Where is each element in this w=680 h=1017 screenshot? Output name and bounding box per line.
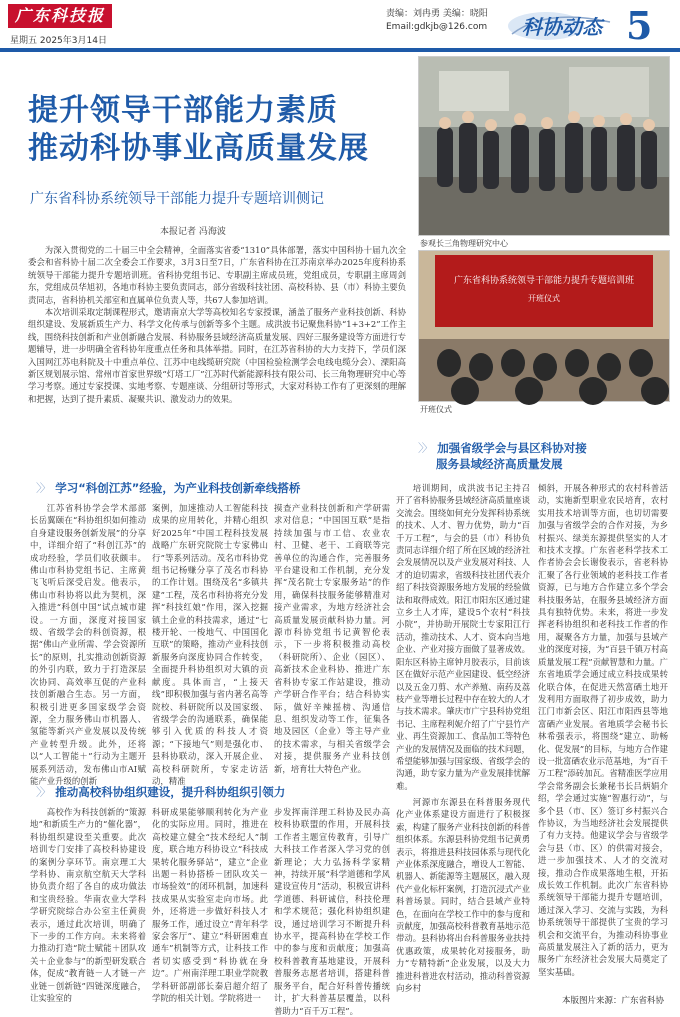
subheadline: 广东省科协系统领导干部能力提升专题培训侧记 [30, 191, 324, 207]
section-3-title: 推动高校科协组织建设，提升科协组织引领力 [55, 785, 286, 799]
section-1-text-2: 案例，加速推动人工智能科技成果的应用转化，并精心组织好2025年“中国工程科技发展战略广东研究院院士专家佛山行”等系列活动。茂名市科协党组书记杨赚分享了茂名市科协的工作计划。围绕茂名“多镇共建”工程，茂名市科协将充分发挥“科技红娘”作用，深入挖掘镇土企业的科技需求，通过“七楼开轮、一梭地气、中国国化互联”的策略，推动产业科技创新服务向深度协同合作转变，全面提升科协组织对大镇的贡献度。具体而言，“上接天线”即积极加强与省内著名高等院校、科研院所以及国家级、省级学会的沟通联系，确保能够引入优质的科技人才资源；“下接地气”则是强化市、县科协联动，深入开展企业、高校科研院所，专家走访活动，精准 [152, 503, 268, 786]
section-1-column-3 [274, 502, 390, 772]
section-1-text-3: 摸查产业科技创新和产学研需求对信息；“中国国互联”是指持续加强与市工信、农业农村、卫健、老干、工商联等完善单位的沟通合作，完善服务平台建设和工作机制，充分发挥“茂名院士专家服务站”的作用，确保科技服务能够精准对接产业需求，为地方经济社会高质量发展贡献科协力量。河源市科协党组书记黄智伦表示，下一步将积极推动高校（科研院所）、企业（园区）、高新技术企业科协、推进广东省科协专家工作站建设，推动产学研合作平台；结合科协实际，做好辛辣摇榜、沟通信息、组织发动等工作，征集各地及园区（企业）等主导产业的技术需求，与相关省级学会对接，提供服务产业科技创新，培育壮大特色产业。 [274, 503, 390, 774]
photo-caption-2: 开班仪式 [420, 405, 452, 414]
editor-names: 责编：刘冉勇 美编：晓阳 [386, 9, 488, 19]
banner-subtitle: 开班仪式 [528, 294, 560, 303]
section-2-column-2 [538, 482, 668, 986]
section-banner-graphic [506, 4, 618, 48]
image-source-credit: 本版图片来源：广东省科协 [561, 996, 664, 1006]
chevron-double-right-icon: 〉〉 [36, 481, 50, 495]
chevron-double-right-icon: 〉〉 [36, 785, 50, 799]
issue-date: 星期五 2025年3月14日 [10, 36, 107, 46]
section-2-heading [418, 440, 668, 472]
section-1-text-1: 江苏省科协学会学术部部长岳翼颐在“科协组织如何推动自身建设服务创新发展”的分享中，详细介绍了“科创江苏”的成功经验，学员们收获颇丰。佛山市科协党组书记、主席黄飞飞听后深受启发。他表示，佛山市科协将以此为契机，深入推进“科创中国”试点城市建设。一方面，深度对接国家级、省级学会的科创资源，根据“佛山产业所需、学会资源所长”的原则，扎实推动创新资源的外引内联，致力于打造深层次协同、高效率互促的产业科技创新融合生态。另一方面，积极引进更多国家级学会资源，全力服务佛山市机器人、氢能等新兴产业发展以及传统产业转型升级。此外，还将以“人工智能＋”行动为主题开展系列活动，发布佛山市AI赋能产业升级的创新 [30, 503, 146, 786]
photo-opening-ceremony [418, 250, 670, 402]
section-3-text-3: 步发挥南洋理工科协及民办高校科协联盟的作用，开展科技工作者主题宣传教育，引导广大科技工作者深入学习党的创新理论；大力弘扬科学家精神，持续开展“科学道德和学风建设宣传月”活动，积极宣讲科学道德、科研诚信，科技伦理和学术规范；强化科协组织建设，通过培训学习不断提升科协水平，提高科协在学校工作中的参与度和贡献度；加强高校科普教育基地建设，开展科普服务志愿者培训，搭建科普服务平台，配合好科普传播统计，扩大科普基层覆盖，以科普助力“百千万工程”。 [274, 807, 390, 1016]
newspaper-logo: 广东科技报 [8, 4, 112, 28]
headline-line-2: 推动科协事业高质量发展 [28, 131, 369, 166]
lead-paragraph-1: 为深入贯彻党的二十届三中全会精神，全面落实省委“1310”具体部署，落实中国科协十届九次全委会和省科协十届二次全委会工作要求，3月3日至7日，广东省科协在江苏南京举办2025年度科协系统领导干部能力提升专题培训班。省科协党组书记、专职副主席成员班，党组成员，专职副主席周剑东，党组成员华旭初，各地市科协主要负责同志，部分省级科技社团、高校科协、县（市）科协主要负责同志，省科协机关部室和直属单位负责人等，共67人参加培训。 [28, 245, 406, 305]
section-2-column-1b [396, 796, 530, 994]
photo-physics-center-image [419, 57, 669, 235]
section-1-title: 学习“科创江苏”经验，为产业科技创新牵线搭桥 [55, 481, 301, 495]
section-1-column-1 [30, 502, 146, 786]
photo-physics-center [418, 56, 670, 236]
lead-article-body [28, 244, 406, 462]
section-1-heading [36, 480, 416, 496]
photo-opening-ceremony-image [419, 251, 669, 401]
main-headline [28, 92, 428, 168]
section-3-text-2: 科研成果能够顺利转化为产业化的实际应用。同时，推进在高校建立健全“技术经纪人”制度，联合地方科协设立“科技成果转化服务驿站”，建立“企业出题－科协搭桥－团队攻关－市场验效”的闭环机制，加速科技成果从实验室走向市场。此外，还将进一步做好科技人才服务工作，通过设立“青年科学家会客厅”、建立“科研困难直通车”机制等方式，让科技工作者切实感受到“科协就在身边”。广州南洋理工职业学院教学科研部副部长秦启超介绍了学院的相关计划。学院将进一 [152, 807, 268, 1004]
section-3-column-3 [274, 806, 390, 1016]
section-3-column-1 [30, 806, 146, 1006]
section-2-text-1: 培训期间，成洪波书记主持召开了省科协服务县域经济高质量座谈交流会。围绕如何充分发挥科协系统的技术、人才、智力优势，助力“百千万工程”，与会的县（市）科协负责同志详细介绍了所在区域的经济社会发展情况以及产业发展对科技、人才的迫切需求，省级科技社团代表介绍了科技资源服务地方发展的经验做法和取得成效。阳江市阳东区通过建立乡土人才库，建设5个农村“科技小院”，并协助开展院士专家阳江行活动，推动技术、人才、资本向当地企业、产业对接方面做了显著成效。阳东区科协主席钟月胶表示，目前该区在做好示范产业园建设、低空经济以及五金刀剪、水产养殖、南药及荔枝产业等增长过程中存在较大的人才与技术需求。肇庆市广宁县科协党组书记、主席程利妮介绍了广宁县竹产业、再生资源加工、食品加工等特色产业的发展情况及面临的技术问题，希望能够加强与国家级、省级学会的沟通，助专家力量为产业发展排忧解难。 [396, 483, 530, 791]
photo-caption-1: 参观长三角物理研究中心 [420, 239, 508, 248]
section-1-column-2 [152, 502, 268, 786]
section-2-text-3: 倾斜，开展各种形式的农村科普活动，实施新型职业农民培育，农村实用技术培训等方面，也切切需要加强与省级学会的合作对接，为乡村振兴、绿美东源提供坚实的人才和技术支撑。广东省老科学技术工作者协会会长谢俊表示，省老科协汇聚了各行业领域的老科技工作者资源，已与地方合作建立多个学会科技服务站，在服务县域经济方面具有独特优势。未来，将进一步发挥老科协组织和老科技工作者的作用，凝聚各方力量，加强与县域产业的深度对接，为“百县千镇万村高质量发展工程”贡献智慧和力量。广东省地质学会通过成立科技成果转化联合体，在促进天然富硒土地开发利用方面取得了初步成效，助力江门市新会区、阳江市阳西县等地富硒产业发展。省地质学会秘书长林希强表示，将围绕“建立、助畅化、促发展”的目标，与地方合作建设一批富硒农业示范基地，为“百千万工程”添砖加瓦。省精准医学应用学会常务副会长兼秘书长吕炳娟介绍，学会通过实施“智惠行动”，与多个县（市、区）签订乡村振兴合作协议，为当地经济社会发展提供了有力支持。他建议学会与省级学会与县（市、区）的供需对接会，进一步加强技术、人才的交流对接，推动合作成果落地生根，开拓成长效工作机制。此次广东省科协系统领导干部能力提升专题培训，通过深入学习、交流与实践，为科协系统领导干部提供了宝贵的学习机会和交流平台，为推动科协事业高质量发展注入了新的活力，更为服务广东经济社会发展大局奠定了坚实基础。 [538, 483, 668, 977]
banner-title: 广东省科协系统领导干部能力提升专题培训班 [453, 276, 635, 286]
byline: 本报记者 冯海波 [160, 227, 226, 237]
page-number: 5 [626, 3, 653, 48]
section-2-text-2: 河源市东源县在科普服务现代化产业体系建设方面进行了积极探索，构建了服务产业科技创新的科普组织体系。东源县科协党组书记黄勇表示，将推进县科技园体系与现代化产业体系深度融合，增设人工智能、机器人、新能源等主题展区，融入现代产业化标杆案例，打造沉浸式产业科普场景。同时，结合县域产业特色，在面向在学校工作中的参与度和贡献度，加强高校科普教育基地示范带动。县科协将出台科普服务业扶持优惠政策，成果转化对接服务，助力“专精特新”企业发展，以及大力推进科普进农村活动，推动科普资源向乡村 [396, 797, 530, 994]
section-3-text-1: 高校作为科技创新的“策源地”和新质生产力的“催化器”，科协组织建设至关重要。此次培训专门安排了高校科协建设的案例分享环节。南京理工大学科协、南京航空航天大学科协负责介绍了各自的成功做法和宝贵经验。华南农业大学科学研究院综合办公室主任黄贵表示，通过此次培训，明确了下一步的工作方向。未来将着力推动打造“院士赋能＋团队攻关＋企业参与”的新型研发联合体，促成“教育链－人才链－产业链－创新链”四链深度融合，让实验室的 [30, 807, 146, 1004]
section-2-title-line-1: 加强省级学会与县区科协对接 [437, 441, 587, 455]
section-title: 科协动态 [522, 15, 602, 39]
section-3-column-2 [152, 806, 268, 1006]
editor-email: Email:gdkjb@126.com [386, 22, 488, 32]
section-2-title-line-2: 服务县域经济高质量发展 [436, 457, 563, 471]
lead-paragraph-2: 本次培训采取定制课程形式，邀请南京大学等高校知名专家授课，涵盖了服务产业科技创新、科协组织建设、发展新质生产力、科学文化传承与创新等多个主题。成洪波书记聚焦科协“1+3+2”工作主线，围绕科技创新和产业创新融合发展、科协服务县域经济高质量发展、四好三服务建设等方面进行专题辅导，进一步明确全省科协年度重点任务和具体举措。同时，在江苏省科协的大力支持下，学员们深入国网江苏电科院及十中重点单位、江苏中电线缆研究院（中国检验检测学会电线电缆分会）、溧阳高新区规划展示馆、常州市首家世界级“灯塔工厂”江苏时代新能源科技有限公司、长三角物理研究中心等学习考察。通过专家授课、实地考察、专题座谈、分组研讨等形式，大家对科协工作有了更深刻的理解和把握，达到了提升素质、凝聚共识、激发动力的效果。 [28, 307, 406, 404]
masthead-rule [0, 48, 680, 52]
chevron-double-right-icon: 〉〉 [418, 441, 432, 455]
section-banner [506, 4, 618, 48]
headline-line-1: 提升领导干部能力素质 [28, 93, 338, 128]
editor-info [386, 8, 488, 34]
section-3-heading [36, 784, 396, 800]
